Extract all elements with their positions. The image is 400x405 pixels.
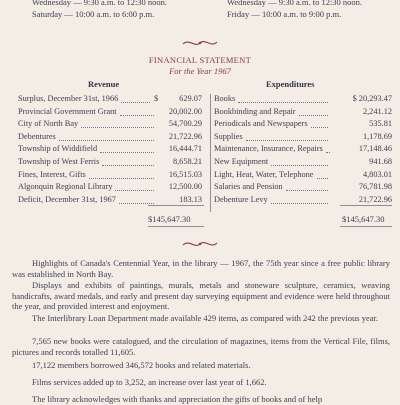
leader-dots (286, 190, 328, 191)
expenditure-label: Maintenance, Insurance, Repairs (214, 144, 323, 154)
expenditure-amount: 535.81 (369, 119, 392, 129)
expenditure-amount: 76,781.98 (358, 182, 392, 192)
leader-dots (271, 165, 328, 166)
leader-dots (120, 115, 154, 116)
expenditure-amount: 17,148.46 (358, 144, 392, 154)
expenditure-row (214, 107, 392, 118)
revenue-row (18, 157, 204, 168)
leader-dots (121, 102, 150, 103)
expenditure-label: Periodicals and Newspapers (214, 119, 308, 129)
leader-dots (317, 178, 328, 179)
revenue-label: Algonquin Regional Library (18, 182, 113, 192)
expenditures-total-rule (340, 205, 392, 206)
expenditure-row (214, 170, 392, 181)
expenditure-amount: 1,178.69 (362, 131, 392, 141)
expenditure-amount: 941.68 (369, 157, 392, 166)
currency-sign: $ (154, 94, 159, 103)
expenditure-label: Supplies (214, 131, 243, 141)
revenue-label: Township of Widdifield (18, 144, 98, 154)
revenue-label: Debentures (18, 131, 56, 141)
expenditure-label: Books (214, 94, 236, 103)
expenditure-label: Light, Heat, Water, Telephone (214, 169, 314, 179)
paragraph-films: Films services added up to 3,252, an increase over last year of 1,662. (32, 377, 267, 387)
leader-dots (89, 178, 154, 179)
expenditure-amount: 2,241.12 (362, 106, 392, 116)
paragraph-members: 17,122 members borrowed 346,572 books and related materials. (32, 360, 251, 370)
hours-row-1 (0, 0, 400, 9)
paragraph-highlights: Highlights of Canada's Centennial Year, in the library — 1967, the 75th year since a free public library was established in North Bay. (12, 258, 390, 279)
revenue-amount: 183.13 (179, 194, 202, 204)
flourish-ornament-icon (180, 238, 220, 250)
hours-right: Wednesday — 9:30 a.m. to 12:30 noon. (227, 0, 363, 7)
expenditure-label: Salaries and Pension (214, 182, 283, 192)
expenditure-label: Debenture Levy (214, 194, 268, 204)
leader-dots (326, 152, 330, 153)
paragraph-interlibrary-loan: The Interlibrary Loan Department made available 429 items, as compared with 242 the previous year. (32, 313, 379, 323)
leader-dots (246, 140, 328, 141)
leader-dots (81, 127, 154, 128)
revenue-label: Surplus, December 31st, 1966 (18, 94, 119, 103)
hours-right: Friday — 10:00 a.m. to 9:00 p.m. (227, 9, 342, 19)
column-divider (210, 94, 211, 212)
revenue-amount: 629.07 (179, 94, 202, 103)
expenditure-row (214, 182, 392, 193)
expenditure-label: New Equipment (214, 157, 269, 166)
statement-subtitle: For the Year 1967 (169, 66, 231, 76)
expenditures-heading: Expenditures (266, 79, 315, 89)
revenue-label: Deficit, December 31st, 1967 (18, 194, 116, 204)
revenue-amount: 8,658.21 (172, 157, 202, 166)
revenue-label: Provincial Government Grant (18, 106, 117, 116)
hours-row-2 (0, 9, 400, 21)
expenditure-row (214, 144, 392, 155)
revenue-label: Fines, Interest, Gifts (18, 169, 86, 179)
leader-dots (119, 203, 154, 204)
leader-dots (311, 127, 328, 128)
paragraph-displays: Displays and exhibits of paintings, murals, metals and stoneware sculpture, ceramics, weaving handicrafts, award medals, and early and present day surveying equipment and evidence were held throughout the year, and provided interest and enjoyment. (12, 280, 390, 311)
revenue-heading: Revenue (88, 79, 120, 89)
leader-dots (271, 203, 328, 204)
revenue-label: Township of West Ferris (18, 157, 100, 166)
hours-left: Wednesday — 9:30 a.m. to 12:30 noon. (32, 0, 168, 7)
revenue-amount: 16,515.03 (168, 169, 202, 179)
revenue-row (18, 94, 204, 105)
expenditure-amount: 4,803.01 (362, 169, 392, 179)
leader-dots (238, 102, 328, 103)
revenue-label: City of North Bay (18, 119, 79, 129)
revenue-amount: 54,700.29 (168, 119, 202, 129)
hours-left: Saturday — 10:00 a.m. to 6:00 p.m. (32, 9, 155, 19)
revenue-amount: 16,444.71 (168, 144, 202, 154)
paragraph-acknowledgement: The library acknowledges with thanks and appreciation the gifts of books and of help (32, 394, 323, 404)
revenue-row (18, 107, 204, 118)
revenue-amount: 12,500.00 (168, 182, 202, 192)
revenue-amount: 21,722.96 (168, 131, 202, 141)
paragraph-new-books: 7,565 new books were catalogued, and the circulation of magazines, items from the Vertical File, films, pictures and records totalled 11,605. (12, 336, 390, 357)
leader-dots (115, 190, 154, 191)
revenue-row (18, 119, 204, 130)
revenue-row (18, 170, 204, 181)
expenditure-row (214, 119, 392, 130)
expenditures-double-rule (340, 226, 392, 227)
revenue-total: $145,647.30 (148, 214, 191, 224)
revenue-row (18, 132, 204, 143)
revenue-row (18, 144, 204, 155)
leader-dots (299, 115, 328, 116)
revenue-double-rule (148, 226, 204, 227)
revenue-row (18, 182, 204, 193)
expenditure-amount: $ 20,293.47 (352, 94, 392, 103)
revenue-total-rule (148, 205, 204, 206)
expenditures-total: $145,647.30 (342, 214, 385, 224)
leader-dots (100, 152, 154, 153)
revenue-amount: 20,002.00 (168, 106, 202, 116)
flourish-ornament-icon (180, 37, 220, 49)
expenditure-amount: 21,722.96 (358, 194, 392, 204)
expenditure-label: Bookbinding and Repair (214, 106, 296, 116)
leader-dots (59, 140, 154, 141)
statement-title: FINANCIAL STATEMENT (148, 55, 252, 65)
leader-dots (102, 165, 154, 166)
expenditure-row (214, 132, 392, 143)
expenditure-row (214, 157, 392, 168)
expenditure-row (214, 94, 392, 105)
